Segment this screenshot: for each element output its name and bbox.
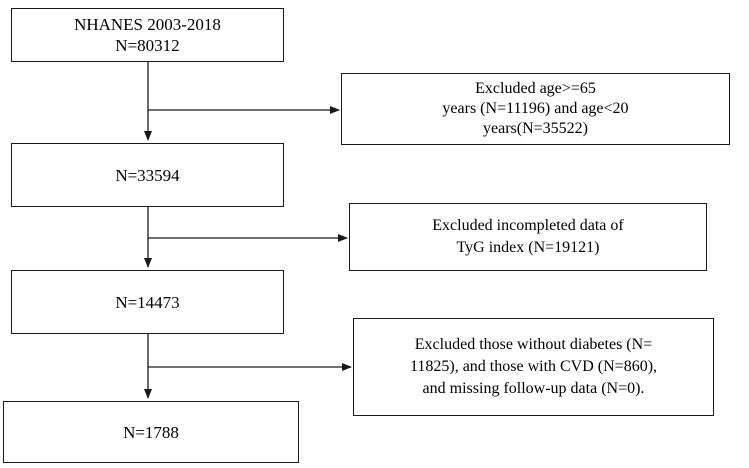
box-nhanes-start <box>11 8 284 62</box>
box-nhanes-start-line-2: N=80312 <box>115 36 180 55</box>
box-final <box>3 401 299 463</box>
box-step-1-label: N=33594 <box>115 165 180 185</box>
exclusion-box-1-line-2: years (N=11196) and age<20 <box>442 100 629 117</box>
box-step-1 <box>11 143 284 207</box>
exclusion-box-2-line-1: Excluded incompleted data of <box>432 217 624 234</box>
box-step-2 <box>11 270 284 334</box>
exclusion-box-1 <box>341 73 730 145</box>
exclusion-box-3-line-3: and missing follow-up data (N=0). <box>422 380 645 397</box>
box-nhanes-start-line-1: NHANES 2003-2018 <box>74 15 221 34</box>
exclusion-box-3-line-1: Excluded those without diabetes (N= <box>414 336 653 353</box>
box-final-label: N=1788 <box>123 422 179 442</box>
exclusion-box-1-line-3: years(N=35522) <box>482 120 588 137</box>
exclusion-box-2-line-2: TyG index (N=19121) <box>456 239 600 256</box>
exclusion-box-2 <box>349 203 707 271</box>
exclusion-box-1-line-1: Excluded age>=65 <box>475 80 596 97</box>
box-step-2-label: N=14473 <box>115 292 180 312</box>
exclusion-box-3 <box>353 318 714 416</box>
exclusion-box-3-line-2: 11825), and those with CVD (N=860), <box>409 358 658 375</box>
